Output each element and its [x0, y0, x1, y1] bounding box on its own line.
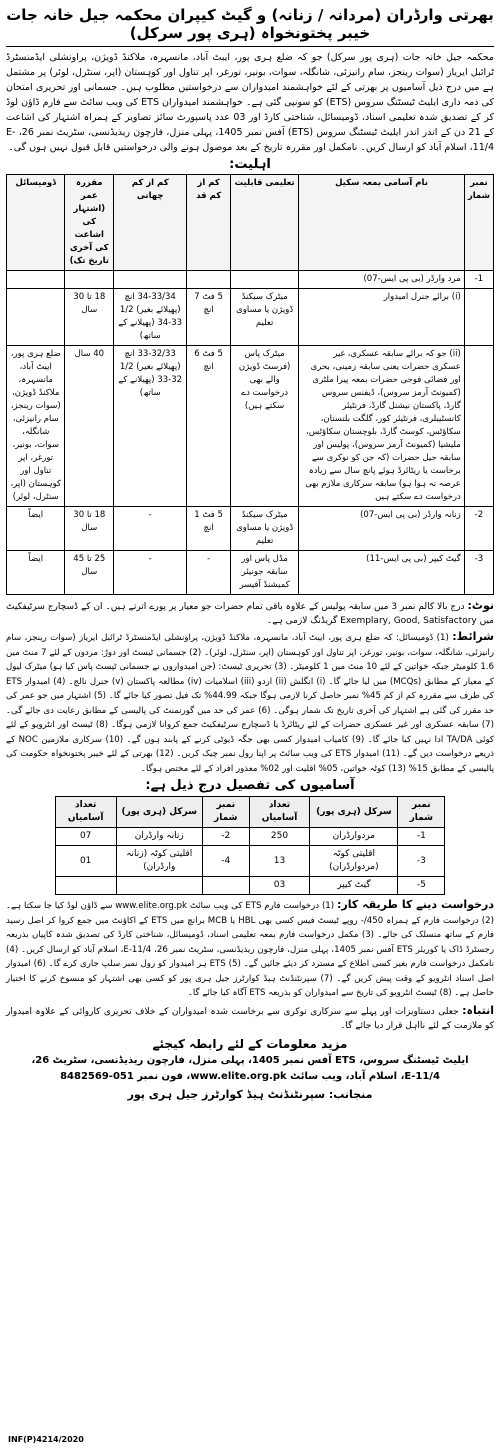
col-age: مقررہ عمر (اشتہار کی اشاعت کی آخری تاریخ تک)	[65, 175, 114, 271]
eligibility-heading: اہلیت:	[229, 157, 271, 172]
table-row	[7, 346, 494, 507]
vac-col-serial: نمبر شمار	[398, 797, 445, 828]
warning-text: جعلی دستاویزات اور پہلے سے سرکاری نوکری سے برخاست شدہ امیدواران کے خلاف تحریری کاروائی کے علاوہ امیدوار کو ملازمت کے لئے نااہل قرار دیا جائے گا۔	[6, 1006, 494, 1031]
intro-paragraph: محکمہ جیل خانہ جات (ہری پور سرکل) جو کہ ضلع ہری پور، ایبٹ آباد، مانسہرہ، ملاکنڈ ڈویژن، پراونشلی ایڈمنسٹرڈ ٹرائبل ایریاز (سوات رینجز، سام رانیزئی، شانگلہ، سوات، بونیر، تورغر، اپر تناول اور کوہستان (اپر، سنٹرل، لوئر) پر مشتمل ہے میں درج ذیل آسامیوں پر بھرتی کے لئے خواہشمند امیدواران سے درخواستیں مطلوب ہیں۔ جسمانی اور تحریری امتحان کی ذمہ داری ایلیٹ ٹیسٹنگ سروس (ETS) کو سونپی گئی ہے۔ خواہشمند امیدواران ETS کی ویب سائٹ سے فارم ڈاؤن لوڈ کر کے تصدیق شدہ تعلیمی اسناد، ڈومیسائل، شناختی کارڈ اور 03 عدد پاسپورٹ سائز تصاویر کے ہمراہ اشتہار کی اشاعت کے 21 دن کے اندر اندر ایلیٹ ٹیسٹنگ سروس (ETS) آفس نمبر 1405، پہلی منزل، فارچون ریذیڈنسی، سٹریٹ نمبر 26، E-11/4، اسلام آباد کو ارسال کریں۔ نامکمل اور مقررہ تاریخ کے بعد موصول ہونے والی درخواستیں قابل قبول نہیں ہوں گی۔	[6, 52, 495, 153]
table-row	[7, 551, 494, 595]
cell-domicile	[7, 289, 65, 346]
vac-cell: 4-	[202, 846, 249, 877]
cell-post-name: (ii) جو کہ برائے سابقہ عسکری، غیر عسکری حضرات یعنی سابقہ زمینی، بحری اور فضائی فوجی حضرات بمعہ پیرا ملٹری (کمیونٹ آرمز سروس)، ڈیفنس سروس گارڈ، پاکستان نیشنل گارڈ، فرنٹیئر کانسٹیبلری، فرنٹیئر کور، گلگت بلتستان، سکاؤٹس، کوسٹ گارڈ، بلوچستان سکاؤٹس، ملیشیا (کمیونٹ آرمز سروس)، پولیس اور سابقہ جیل حضرات (کہ جن کو نوکری سے برخاست یا ریٹائرڈ ہوئے پانچ سال سے زیادہ عرصہ نہ ہوا ہو) سابقہ سرکاری ملازم بھی درخواست دے سکتے ہیں	[299, 346, 465, 507]
table-row	[55, 828, 444, 846]
contact-title: مزید معلومات کے لئے رابطہ کیجئے	[152, 1036, 348, 1051]
eligibility-table	[6, 174, 494, 595]
vac-cell: اقلیتی کوٹہ (زنانہ وارڈران)	[116, 846, 202, 877]
cell-chest: -	[114, 507, 187, 551]
signature: منجانب: سپرنٹنڈنٹ ہیڈ کوارٹرز جیل ہری پور	[127, 1087, 373, 1101]
vac-cell	[55, 877, 116, 895]
cell-serial: 1-	[464, 271, 493, 289]
cell-post-name: مرد وارڈر (بی پی ایس-07)	[299, 271, 465, 289]
page-title: بھرتی وارڈران (مردانہ / زنانہ) و گیٹ کیپران محکمہ جیل خانہ جات خیبر پختونخواہ (ہری پور سرکل)	[6, 6, 494, 42]
vac-cell: 01	[55, 846, 116, 877]
cell-height: 5 فٹ 1 انچ	[187, 507, 231, 551]
table-row	[55, 877, 444, 895]
contact-block	[26, 1037, 474, 1101]
vac-col-count: تعداد آسامیاں	[249, 797, 310, 828]
cell-serial	[464, 346, 493, 507]
col-height: کم از کم قد	[187, 175, 231, 271]
vac-cell: اقلیتی کوٹہ (مردوارڈران)	[310, 846, 398, 877]
note-label: نوٹ:	[467, 599, 494, 612]
vac-cell: 2-	[202, 828, 249, 846]
warning-paragraph	[6, 1004, 494, 1033]
how-to-apply-text: (1) درخواست فارم ETS کی ویب سائٹ www.elite.org.pk سے ڈاؤن لوڈ کیا جا سکتا ہے۔ (2) درخواست فارم کے ہمراہ 450/- روپے ٹیسٹ فیس کسی بھی HBL یا MCB برانچ میں ETS کے اکاؤنٹ میں جمع کروا کر اصل رسید فارم کے ساتھ منسلک کی جائے۔ (3) مکمل درخواست فارم بمعہ تعلیمی اسناد، ڈومیسائل، شناختی کارڈ کی تصدیق شدہ کاپیاں بذریعہ رجسٹرڈ ڈاک یا کوریئر ETS آفس نمبر 1405، پہلی منزل، فارچون ریذیڈنسی، سٹریٹ نمبر 26، E-11/4، اسلام آباد کو ارسال کریں۔ (4) نامکمل درخواست فارم بغیر کسی اطلاع کے مسترد کر دیئے جائیں گے۔ (5) ETS ہر امیدوار کو رول نمبر سلپ جاری کرے گا۔ (6) امیدوار اصل اسناد انٹرویو کے وقت پیش کریں گے۔ (7) سپرنٹنڈنٹ ہیڈ کوارٹرز جیل ہری پور کو کسی بھی اشتہار کو منسوخ کرنے کا اختیار حاصل ہے۔ (8) ٹیسٹ انٹرویو کی تاریخ سے امیدواران کو بذریعہ ETS آگاہ کیا جائے گا۔	[6, 901, 495, 998]
conditions-paragraph	[6, 630, 494, 776]
cell-serial: 2-	[464, 507, 493, 551]
warning-label: انتباہ:	[462, 1003, 494, 1017]
vacancies-table-header	[55, 797, 444, 828]
vac-col-serial: نمبر شمار	[202, 797, 249, 828]
cell-chest: 33-32/33 انچ (پھیلائے بغیر) 1/2 32-33 (پھیلانے کے ساتھ)	[114, 346, 187, 507]
cell-education: میٹرک سیکنڈ ڈویژن یا مساوی تعلیم	[231, 507, 299, 551]
cell-age: 18 تا 30 سال	[65, 507, 114, 551]
cell-age: 25 تا 45 سال	[65, 551, 114, 595]
how-to-apply-label: درخواست دینے کا طریقہ کار:	[336, 898, 495, 911]
conditions-text: (1) ڈومیسائل: کہ ضلع ہری پور، ایبٹ آباد، مانسہرہ، ملاکنڈ ڈویژن، پراونشلی ایڈمنسٹرڈ ٹرائبل ایریاز (سوات رینجز، سام رانیزئی، شانگلہ، سوات، بونیر، تورغر، اپر تناول اور کوہستان (اپر، سنٹرل، لوئر)۔ (2) جسمانی ٹیسٹ اور دوڑ: مردوں کے لئے 7 منٹ میں 1.6 کلومیٹر جبکہ خواتین کے لئے 10 منٹ میں 1 کلومیٹر۔ (3) تحریری ٹیسٹ: (جن امیدواروں نے جسمانی ٹیسٹ پاس کیا ہو) میٹرک لیول کے معیار کے مطابق (MCQs) میں لیا جائے گا۔ (i) انگلش (ii) اردو (iii) اسلامیات (iv) مطالعہ پاکستان (v) جنرل نالج۔ (4) امیدوار ETS کی طرف سے مقررہ کم از کم 45% نمبر حاصل کرنا لازمی ہوگا جبکہ 44.99% تک فیل تصور کیا جائے گا۔ (5) اشتہار میں جو عمر کی حد مقرر کی گئی ہے اشتہار کی آخری تاریخ تک شمار ہوگی۔ (6) عمر کی حد میں گورنمنٹ کی پالیسی کے مطابق رعایت دی جائے گی۔ (7) سابقہ عسکری اور غیر عسکری حضرات کے لئے ریٹائرڈ یا ڈسچارج سرٹیفکیٹ جمع کروانا لازمی ہوگا۔ (8) ٹیسٹ اور انٹرویو کے لئے کوئی TA/DA ادا نہیں کیا جائے گا۔ (9) کامیاب امیدوار کسی بھی جگہ ڈیوٹی کرنے کے پابند ہوں گے۔ (10) سرکاری ملازمین NOC کے ذریعے درخواست دیں گے۔ (11) امیدوار ETS کی ویب سائٹ پر اپنا رول نمبر چیک کریں۔ (12) بھرتی کے لئے خیبر پختونخواہ حکومت کی پالیسی کے مطابق 15% (13) کوٹہ خواتین، 05% اقلیت اور 02% معذور افراد کے لئے مختص ہوگا۔	[6, 633, 495, 774]
vacancies-heading: آسامیوں کی تفصیل درج ذیل ہے:	[145, 778, 355, 793]
cell-age	[65, 271, 114, 289]
cell-chest: -	[114, 551, 187, 595]
table-row	[55, 846, 444, 877]
conditions-label: شرائط:	[452, 630, 495, 643]
cell-height: 5 فٹ 6 انچ	[187, 346, 231, 507]
vac-col-circle: سرکل (ہری پور)	[310, 797, 398, 828]
cell-education: میٹرک سیکنڈ ڈویژن یا مساوی تعلیم	[231, 289, 299, 346]
cell-post-name: (i) برائے جنرل امیدوار	[299, 289, 465, 346]
table-row	[7, 271, 494, 289]
cell-post-name: زنانہ وارڈر (بی پی ایس-07)	[299, 507, 465, 551]
vac-cell: 13	[249, 846, 310, 877]
cell-domicile: ایضاً	[7, 507, 65, 551]
vac-cell: 03	[249, 877, 310, 895]
vac-col-circle: سرکل (ہری پور)	[116, 797, 202, 828]
vac-col-count: تعداد آسامیاں	[55, 797, 116, 828]
cell-serial: 3-	[464, 551, 493, 595]
col-chest: کم از کم چھاتی	[114, 175, 187, 271]
cell-age: 18 تا 30 سال	[65, 289, 114, 346]
cell-education	[231, 271, 299, 289]
cell-domicile: ایضاً	[7, 551, 65, 595]
inf-number: INF(P)4214/2020	[8, 1435, 84, 1444]
cell-education: مڈل پاس اور سابقہ جونیئر کمیشنڈ آفیسر	[231, 551, 299, 595]
vac-cell: 250	[249, 828, 310, 846]
col-education: تعلیمی قابلیت	[231, 175, 299, 271]
vac-cell: مردوارڈران	[310, 828, 398, 846]
vac-cell: 5-	[398, 877, 445, 895]
vac-cell	[202, 877, 249, 895]
contact-address: ایلیٹ ٹیسٹنگ سروس، ETS آفس نمبر 1405، پہلی منزل، فارچون ریذیڈنسی، سٹریٹ 26،	[31, 1054, 469, 1066]
vac-cell: 07	[55, 828, 116, 846]
table-row	[7, 289, 494, 346]
title-divider	[6, 46, 494, 47]
note-text: درج بالا کالم نمبر 3 میں سابقہ پولیس کے علاوہ باقی تمام حضرات جو معیار پر پورے اترتے ہیں۔ ان کے ڈسچارج سرٹیفکیٹ میں Exemplary, Good, Satisfactory گریڈنگ لازمی ہے۔	[6, 602, 494, 626]
vacancies-table	[55, 796, 445, 895]
cell-education: میٹرک پاس (فرسٹ ڈویژن والے بھی درخواست دے سکتے ہیں)	[231, 346, 299, 507]
cell-height: 5 فٹ 7 انچ	[187, 289, 231, 346]
cell-domicile: ضلع ہری پور، ایبٹ آباد، مانسہرہ، ملاکنڈ ڈویژن، (سوات رینجز، سام رانیزئی، شانگلہ، سوات، بونیر، تورغر، اپر تناول اور کوہستان (اپر، سنٹرل، لوئر)	[7, 346, 65, 507]
note-paragraph	[6, 599, 494, 628]
cell-height	[187, 271, 231, 289]
col-serial: نمبر شمار	[464, 175, 493, 271]
cell-domicile	[7, 271, 65, 289]
cell-height: -	[187, 551, 231, 595]
cell-age: 40 سال	[65, 346, 114, 507]
cell-serial	[464, 289, 493, 346]
vac-cell: 1-	[398, 828, 445, 846]
cell-chest	[114, 271, 187, 289]
cell-post-name: گیٹ کیپر (بی پی ایس-11)	[299, 551, 465, 595]
eligibility-table-header	[7, 175, 494, 271]
how-to-apply-paragraph	[6, 898, 494, 1001]
vac-cell: زنانہ وارڈران	[116, 828, 202, 846]
vac-cell	[116, 877, 202, 895]
vac-cell: گیٹ کیپر	[310, 877, 398, 895]
contact-phone-website: E-11/4، اسلام آباد، ویب سائٹ www.elite.org.pk، فون نمبر 051-8482569	[60, 1070, 440, 1082]
col-domicile: ڈومیسائل	[7, 175, 65, 271]
col-post-name: نام آسامی بمعہ سکیل	[299, 175, 465, 271]
cell-chest: 34-33/34 انچ (پھیلائے بغیر) 1/2 33-34 (پھیلانے کے ساتھ)	[114, 289, 187, 346]
vac-cell: 3-	[398, 846, 445, 877]
table-row	[7, 507, 494, 551]
